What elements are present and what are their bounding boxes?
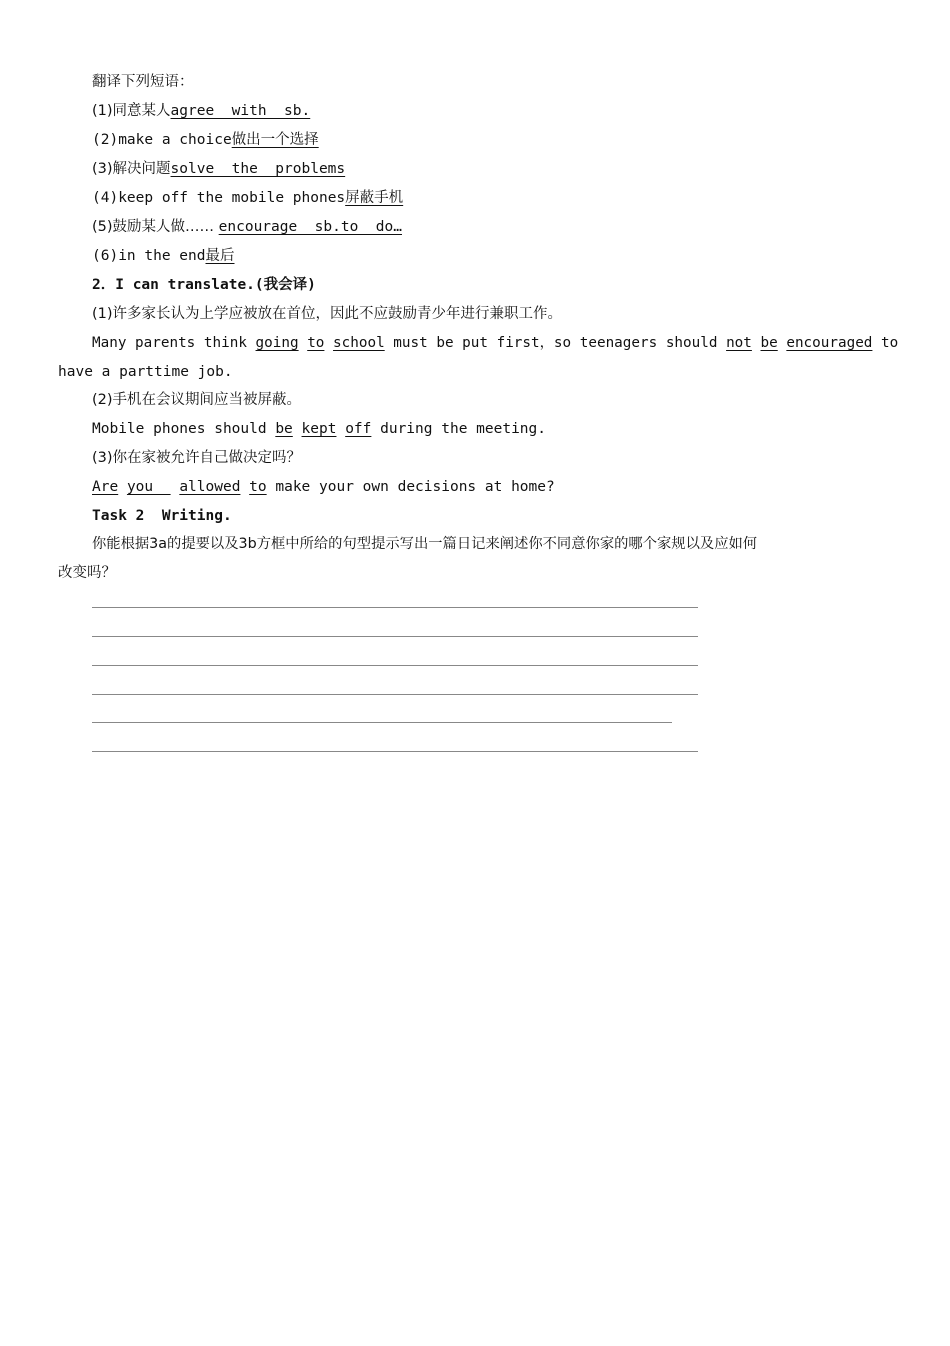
q3-text-b: make your own decisions at home? [266,479,555,495]
q3-blank-3: allowed [179,479,241,495]
writing-line-6[interactable] [92,751,698,752]
phrase-1-prompt: (1)同意某人 [92,103,171,119]
q1-text-b: must be put first，so teenagers should [384,335,727,351]
phrase-3-prompt: (3)解决问题 [92,161,171,177]
q2-blank-1: be [275,421,293,437]
q1-chinese: (1)许多家长认为上学应被放在首位，因此不应鼓励青少年进行兼职工作。 [92,306,563,322]
q1-blank-3: school [333,335,385,351]
phrase-5 [92,217,402,237]
writing-line-4[interactable] [92,694,698,695]
q1-text-a: Many parents think [92,335,256,351]
q3-english [92,477,555,497]
q3-chinese: (3)你在家被允许自己做决定吗？ [92,450,302,466]
q3-blank-4: to [249,479,267,495]
phrase-3 [92,159,345,179]
phrase-6-answer: 最后 [205,248,235,264]
q1-blank-6: encouraged [786,335,873,351]
task2-prompt-line2: 改变吗？ [58,565,116,581]
q1-english-line1 [92,333,898,353]
q2-text-b: during the meeting. [371,421,546,437]
q3-blank-1: Are [92,479,119,495]
phrase-4 [92,188,403,208]
q1-blank-2: to [307,335,325,351]
phrase-3-answer: solve the problems [170,161,346,177]
phrase-2-prompt: (2)make a choice [92,132,232,148]
writing-line-3[interactable] [92,665,698,666]
writing-line-1[interactable] [92,607,698,608]
q1-blank-5: be [760,335,778,351]
phrase-1 [92,101,310,121]
writing-line-5[interactable] [92,722,672,723]
phrase-4-answer: 屏蔽手机 [345,190,404,206]
phrase-1-answer: agree with sb. [170,103,311,119]
phrase-6-prompt: (6)in the end [92,248,206,264]
q2-blank-2: kept [301,421,337,437]
section1-heading: 翻译下列短语： [92,74,194,90]
phrase-2-answer: 做出一个选择 [231,132,319,148]
q3-blank-2: you [126,479,171,495]
phrase-2 [92,130,319,150]
q1-blank-1: going [255,335,299,351]
q2-english [92,419,546,439]
q1-text-c: to [872,335,899,351]
q2-text-a: Mobile phones should [92,421,276,437]
q2-blank-3: off [345,421,372,437]
task2-title: Task 2 Writing. [92,508,232,524]
task2-prompt-line1: 你能根据3a的提要以及3b方框中所给的句型提示写出一篇日记来阐述你不同意你家的哪个家规以及应如何 [92,536,758,552]
phrase-5-prompt: (5)鼓励某人做…… [92,219,219,235]
writing-line-2[interactable] [92,636,698,637]
phrase-5-answer: encourage sb.to do… [218,219,402,235]
section2-heading: 2．I can translate.(我会译) [92,277,316,293]
q2-chinese: (2)手机在会议期间应当被屏蔽。 [92,392,302,408]
phrase-6 [92,246,235,266]
phrase-4-prompt: (4)keep off the mobile phones [92,190,346,206]
q1-blank-4: not [726,335,752,351]
q1-english-line2: have a parttime job. [58,364,233,380]
